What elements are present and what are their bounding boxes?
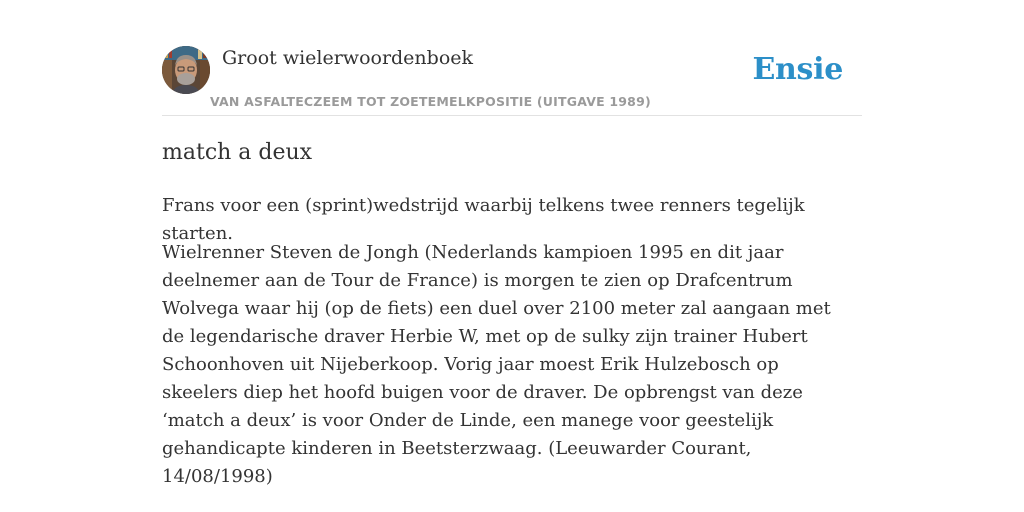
book-header (162, 46, 862, 116)
entry-definition: Frans voor een (sprint)wedstrijd waarbij telkens twee renners tegelijk starten. (162, 195, 805, 244)
ensie-logo-link[interactable]: Ensie (752, 52, 843, 87)
author-portrait-image (162, 46, 210, 94)
book-title[interactable]: Groot wielerwoordenboek (222, 47, 474, 69)
entry-quote: Wielrenner Steven de Jongh (Nederlands kampioen 1995 en dit jaar deelnemer aan de Tour de France) is morgen te zien op Drafcentrum Wolvega waar hij (op de fiets) een duel over 2100 meter zal aangaan met de legendarische draver Herbie W, met op de sulky zijn trainer Hubert Schoonhoven uit Nijeberkoop. Vorig jaar moest Erik Hulzebosch op skeelers diep het hoofd buigen voor de draver. De opbrengst van deze ‘match a deux’ is voor Onder de Linde, een manege voor geestelijk gehandicapte kinderen in Beetsterzwaag. (Leeuwarder Courant, 14/08/1998) (162, 242, 831, 487)
book-subtitle: VAN ASFALTECZEEM TOT ZOETEMELKPOSITIE (UITGAVE 1989) (210, 94, 651, 109)
entry-title: match a deux (162, 140, 313, 165)
header-divider (162, 115, 862, 116)
author-avatar[interactable] (162, 46, 210, 94)
